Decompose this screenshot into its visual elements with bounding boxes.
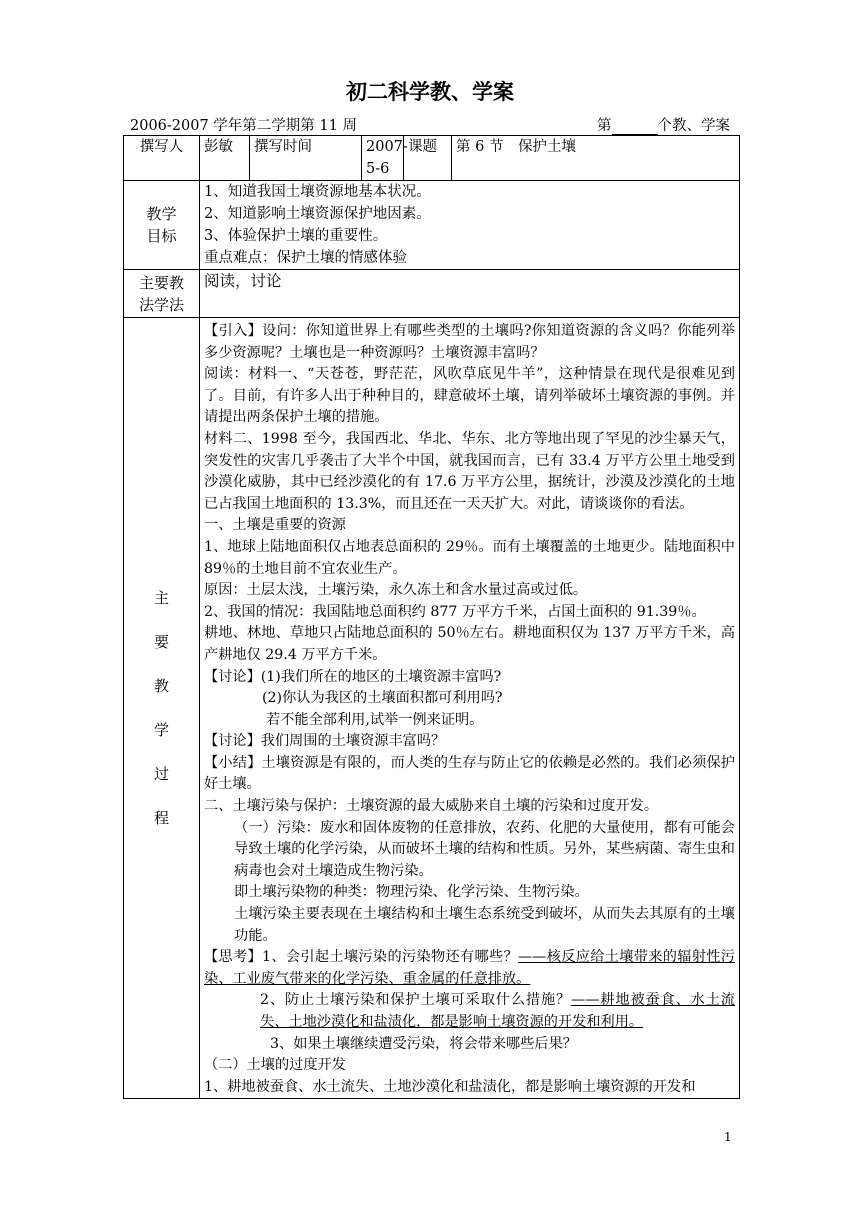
goal-item: 2、知道影响土壤资源保护地因素。: [204, 206, 431, 222]
reading-material-2: 材料二、1998 至今，我国西北、华北、华东、北方等地出现了罕见的沙尘暴天气，突发性的灾害几乎袭击了大半个中国，就我国而言，已有 33.4 万平方公里土地受到沙漠化威胁，其中已经沙漠化的有 17.6 万平方公里，据统计，沙漠及沙漠化的土地已占我国土地面积的 13.3%，而且还在一天天扩大。对此，请谈谈你的看法。: [204, 430, 735, 512]
section-heading: 一、土壤是重要的资源: [204, 517, 346, 534]
summary-paragraph: 【小结】土壤资源是有限的，而人类的生存与防止它的依赖是必然的。我们必须保护好土壤。: [204, 754, 735, 793]
key-difficulty: 重点难点：保护土壤的情感体验: [204, 250, 407, 266]
goals-label: [124, 181, 200, 270]
paragraph: （一）污染：废水和固体废物的任意排放，农药、化肥的大量使用，都有可能会导致土壤的化学污染，从而破坏土壤的结构和性质。另外，某些病菌、寄生虫和病毒也会对土壤造成生物污染。: [234, 819, 735, 879]
date-label: 撰写时间: [250, 136, 362, 181]
term-line: [130, 114, 730, 134]
think-answer: ——核反应给土壤带来的辐射性污染、工业废气带来的化学污染、重金属的任意排放。: [204, 949, 735, 987]
header-row: [124, 136, 740, 181]
goal-item: 3、体验保护土壤的重要性。: [204, 228, 388, 244]
page-number: 1: [724, 1130, 732, 1144]
paragraph: 1、地球上陆地面积仅占地表总面积的 29％。而有土壤覆盖的土地更少。陆地面积中 89％的土地目前不宜农业生产。: [204, 538, 735, 577]
process-label-char: 教: [153, 677, 169, 696]
reading-material-1: 阅读：材料一、“天苍苍，野茫茫，风吹草底见牛羊”，这种情景在现代是很难见到了。目前，有许多人出于种种目的，肆意破坏土壤，请列举破坏土壤资源的事例。并请提出两条保护土壤的措施。: [204, 366, 735, 426]
plan-number-prefix: 第: [597, 118, 612, 134]
author-label: 撰写人: [124, 136, 200, 181]
think-answer: ——耕地被蚕食、水土流失、土地沙漠化和盐渍化，都是影响土壤资源的开发和利用。: [260, 992, 735, 1030]
methods-label-line1: 主要教: [138, 273, 184, 292]
process-label: [124, 318, 200, 1099]
paragraph: 1、耕地被蚕食、水土流失、土地沙漠化和盐渍化，都是影响土壤资源的开发和: [204, 1078, 696, 1095]
plan-number-blank: [612, 120, 658, 135]
goals-row: [124, 181, 740, 270]
topic-value: 第 6 节 保护土壤: [452, 136, 740, 181]
methods-label-line2: 法学法: [138, 295, 184, 314]
think-question: 3、如果土壤继续遭受污染，将会带来哪些后果？: [270, 1035, 577, 1052]
think-question-text: 【思考】1、会引起土壤污染的污染物还有哪些？: [204, 949, 519, 966]
think-question-text: 2、防止土壤污染和保护土壤可采取什么措施？: [260, 992, 572, 1009]
date-value: 2007-5-6: [362, 136, 404, 181]
intro-paragraph: 【引入】设问：你知道世界上有哪些类型的土壤吗?你知道资源的含义吗？你能列举多少资源呢？土壤也是一种资源吗？土壤资源丰富吗？: [204, 323, 735, 361]
methods-label: [124, 270, 200, 318]
goals-label-line1: 教学: [146, 205, 177, 223]
process-label-char: 过: [153, 765, 169, 784]
page-title: 初二科学教、学案: [346, 79, 514, 104]
section-heading: （二）土壤的过度开发: [204, 1057, 346, 1074]
think-question: [204, 947, 735, 990]
process-label-char: 主: [153, 589, 169, 608]
discussion-question: 【讨论】我们周围的土壤资源丰富吗？: [204, 733, 446, 750]
discussion-question: 【讨论】(1)我们所在的地区的土壤资源丰富吗?: [204, 668, 502, 685]
process-content: [200, 318, 740, 1099]
term-info: 2006-2007 学年第二学期第 11 周: [130, 118, 357, 134]
paragraph: 2、我国的情况：我国陆地总面积约 877 万平方千米，占国土面积的 91.39％。: [204, 603, 706, 620]
paragraph: 耕地、林地、草地只占陆地总面积的 50％左右。耕地面积仅为 137 万平方千米，高产耕地仅 29.4 万平方千米。: [204, 625, 735, 663]
methods-row: [124, 270, 740, 318]
lesson-plan-table: [123, 135, 740, 1099]
process-row: [124, 318, 740, 1099]
think-question: [204, 990, 735, 1033]
process-label-char: 程: [153, 809, 169, 828]
process-label-char: 要: [153, 633, 169, 652]
methods-content: 阅读，讨论: [200, 270, 740, 318]
process-label-char: 学: [153, 721, 169, 740]
plan-number-suffix: 个教、学案: [657, 118, 730, 134]
discussion-question: 若不能全部利用,试举一例来证明。: [266, 711, 484, 728]
goals-content: [200, 181, 740, 270]
goals-label-line2: 目标: [146, 227, 177, 245]
plan-number: [597, 114, 730, 135]
paragraph: 即土壤污染物的种类：物理污染、化学污染、生物污染。: [234, 884, 589, 901]
section-heading: 二、土壤污染与保护：土壤资源的最大威胁来自土壤的污染和过度开发。: [204, 798, 659, 815]
topic-label: 课题: [404, 136, 452, 181]
author-value: 彭敏: [200, 136, 250, 181]
paragraph: 土壤污染主要表现在土壤结构和土壤生态系统受到破坏，从而失去其原有的土壤功能。: [234, 906, 735, 944]
goal-item: 1、知道我国土壤资源地基本状况。: [204, 184, 431, 200]
paragraph: 原因：土层太浅，土壤污染，永久冻土和含水量过高或过低。: [204, 582, 588, 599]
discussion-question: (2)你认为我区的土壤面积都可利用吗?: [262, 690, 503, 707]
